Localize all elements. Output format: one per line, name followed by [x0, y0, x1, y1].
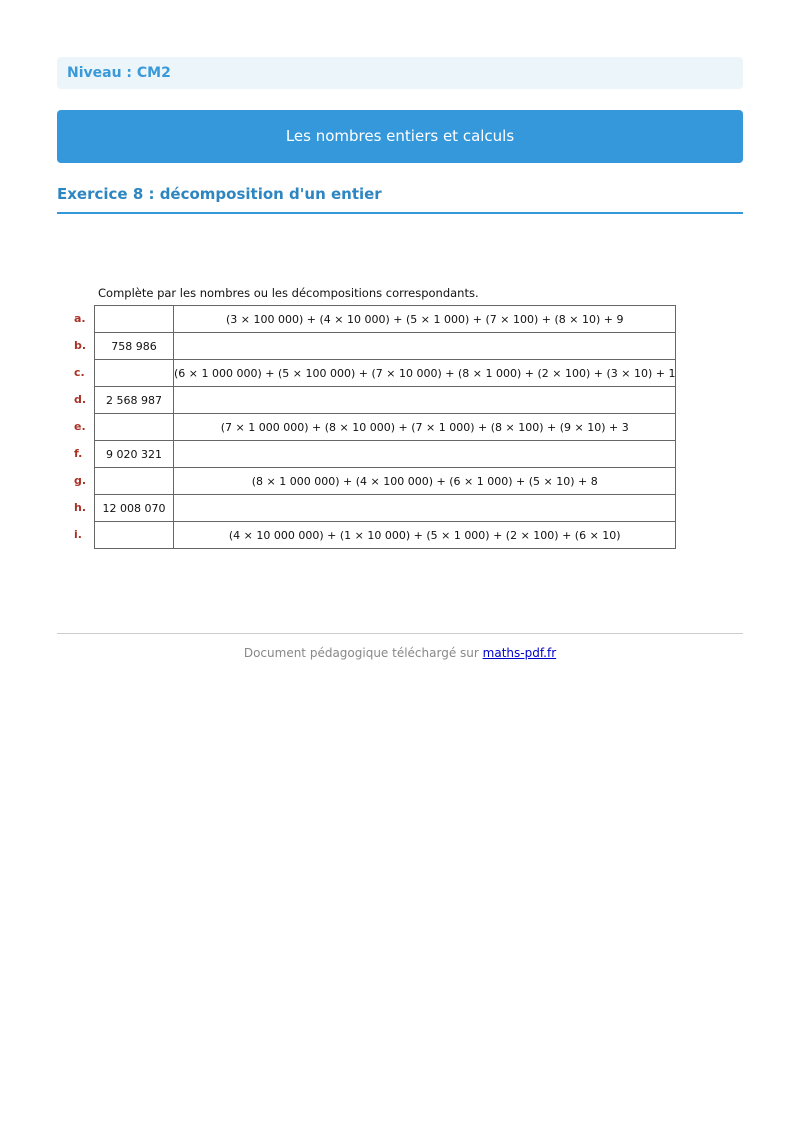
- table-row: [95, 522, 676, 549]
- number-cell[interactable]: 758 986: [95, 333, 174, 360]
- row-letter: g.: [74, 474, 87, 487]
- row-letter: f.: [74, 447, 83, 460]
- decomposition-cell[interactable]: [174, 387, 676, 414]
- table-row: [95, 387, 676, 414]
- decomposition-cell[interactable]: [174, 441, 676, 468]
- number-cell[interactable]: 12 008 070: [95, 495, 174, 522]
- number-cell[interactable]: [95, 414, 174, 441]
- level-label: Niveau : CM2: [67, 65, 171, 81]
- row-letter: a.: [74, 312, 86, 325]
- decomposition-cell[interactable]: (3 × 100 000) + (4 × 10 000) + (5 × 1 000) + (7 × 100) + (8 × 10) + 9: [174, 306, 676, 333]
- decomposition-cell[interactable]: [174, 495, 676, 522]
- table-row: [95, 306, 676, 333]
- level-box: [57, 57, 743, 89]
- row-letter: e.: [74, 420, 86, 433]
- decomposition-cell[interactable]: (8 × 1 000 000) + (4 × 100 000) + (6 × 1 000) + (5 × 10) + 8: [174, 468, 676, 495]
- footer-divider: [57, 633, 743, 634]
- row-letter: i.: [74, 528, 82, 541]
- decomposition-cell[interactable]: (6 × 1 000 000) + (5 × 100 000) + (7 × 10 000) + (8 × 1 000) + (2 × 100) + (3 × 10) + 1: [174, 360, 676, 387]
- table-row: [95, 414, 676, 441]
- number-cell[interactable]: [95, 468, 174, 495]
- footer: [0, 646, 800, 660]
- number-cell[interactable]: [95, 306, 174, 333]
- number-cell[interactable]: [95, 522, 174, 549]
- table-row: [95, 360, 676, 387]
- exercise-instruction: Complète par les nombres ou les décompositions correspondants.: [98, 286, 479, 300]
- number-cell[interactable]: 9 020 321: [95, 441, 174, 468]
- row-letter: b.: [74, 339, 87, 352]
- exercise-title: Exercice 8 : décomposition d'un entier: [57, 185, 382, 203]
- decomposition-cell[interactable]: (7 × 1 000 000) + (8 × 10 000) + (7 × 1 000) + (8 × 100) + (9 × 10) + 3: [174, 414, 676, 441]
- title-divider: [57, 212, 743, 214]
- table-row: [95, 468, 676, 495]
- decomposition-table: [94, 305, 676, 549]
- topic-banner: Les nombres entiers et calculs: [57, 110, 743, 163]
- row-letter: d.: [74, 393, 87, 406]
- footer-text: Document pédagogique téléchargé sur: [243, 646, 479, 660]
- site-link[interactable]: maths-pdf.fr: [482, 646, 557, 660]
- row-letter: h.: [74, 501, 87, 514]
- row-letter: c.: [74, 366, 85, 379]
- decomposition-cell[interactable]: [174, 333, 676, 360]
- table-row: [95, 333, 676, 360]
- number-cell[interactable]: 2 568 987: [95, 387, 174, 414]
- table-row: [95, 495, 676, 522]
- table-row: [95, 441, 676, 468]
- number-cell[interactable]: [95, 360, 174, 387]
- decomposition-cell[interactable]: (4 × 10 000 000) + (1 × 10 000) + (5 × 1 000) + (2 × 100) + (6 × 10): [174, 522, 676, 549]
